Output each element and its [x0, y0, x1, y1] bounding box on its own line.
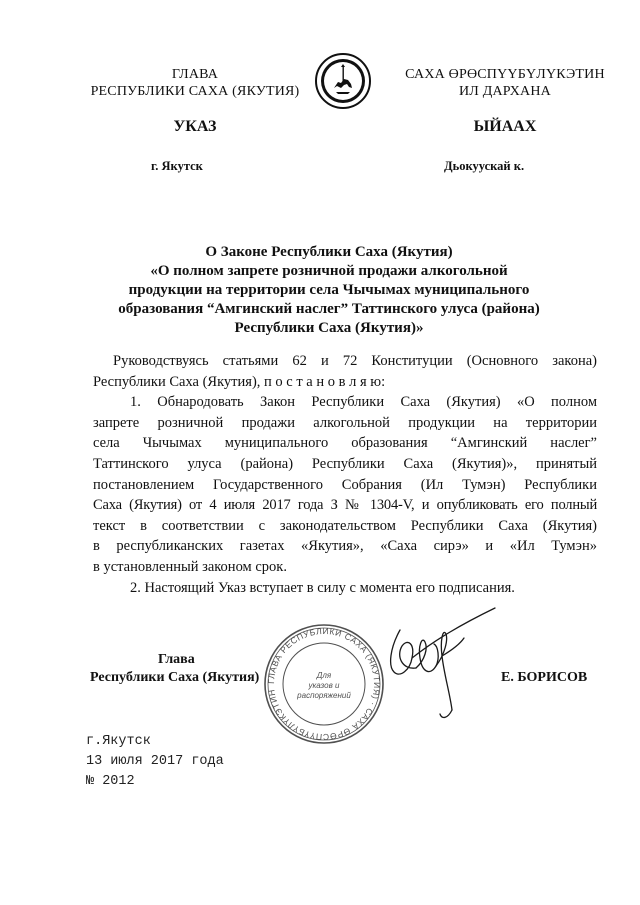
stamp-center-line1: Для — [316, 671, 332, 680]
decree-title-sah: ЫЙААХ — [473, 118, 537, 135]
signatory-title — [90, 651, 290, 687]
emblem-icon — [314, 52, 372, 110]
item2-line: 2. Настоящий Указ вступает в силу с момента его подписания. — [130, 579, 515, 596]
item1-line: в установленный законом срок. — [93, 558, 287, 575]
registration-city: г.Якутск — [86, 734, 151, 749]
city-sah: Дьокуускай к. — [444, 159, 525, 173]
intro-line: Руководствуясь статьями 62 и 72 Конституции (Основного закона) — [113, 353, 597, 369]
stamp-outer-text: ГЛАВА РЕСПУБЛИКИ САХА (ЯКУТИЯ) · САХА ӨРӨСПҮҮБҮЛҮКЭТИН — [265, 625, 383, 743]
subject-line: образования “Амгинский наслег” Таттинского улуса (района) — [118, 301, 540, 317]
registration-block — [86, 732, 224, 792]
stamp-center-line3: распоряжений — [297, 691, 351, 700]
header-right-line1: САХА ӨРӨСПҮҮБҮЛҮКЭТИН — [405, 67, 605, 82]
header-right-block — [380, 66, 630, 100]
handwritten-signature-icon — [330, 600, 500, 730]
registration-date: 13 июля 2017 года — [86, 754, 224, 769]
subject-line: О Законе Республики Саха (Якутия) — [205, 244, 453, 260]
registration-number: № 2012 — [86, 774, 135, 789]
header-left-block — [70, 66, 320, 100]
item1-line: текст в соответствии с законодательством Республики Саха (Якутия) — [93, 517, 597, 534]
signatory-title-line1: Глава — [158, 652, 195, 667]
signatory-title-line2: Республики Саха (Якутия) — [90, 670, 260, 685]
intro-line: Республики Саха (Якутия), п о с т а н о в л я ю: — [93, 373, 386, 390]
item1-line: постановлением Государственного Собрания (Ил Тумэн) Республики — [93, 476, 597, 493]
item1-line: 1. Обнародовать Закон Республики Саха (Якутия) «О полном — [130, 394, 597, 411]
header-left-line2: РЕСПУБЛИКИ САХА (ЯКУТИЯ) — [90, 84, 300, 99]
decree-title-ru: УКАЗ — [173, 118, 217, 135]
header-left-line1: ГЛАВА — [171, 67, 219, 82]
decree-subject — [90, 243, 568, 338]
header-right-line2: ИЛ ДАРХАНА — [458, 84, 551, 99]
subject-line: «О полном запрете розничной продажи алкогольной — [150, 263, 508, 279]
signatory-name: Е. БОРИСОВ — [501, 670, 588, 685]
item1-line: в республиканских газетах «Якутия», «Саха сирэ» и «Ил Тумэн» — [93, 538, 597, 555]
subject-line: Республики Саха (Якутия)» — [234, 320, 424, 336]
stamp-center-line2: указов и — [308, 681, 340, 690]
item1-line: Саха (Якутия) от 4 июля 2017 года З № 1304-V, и опубликовать его полный — [93, 497, 597, 514]
decree-body — [93, 351, 597, 598]
item1-line: села Чычымах муниципального образования “Амгинский наслег” — [93, 435, 597, 452]
item1-line: запрете розничной продажи алкогольной продукции на территории — [93, 414, 597, 431]
city-ru: г. Якутск — [151, 159, 203, 173]
subject-line: продукции на территории села Чычымах муниципального — [128, 282, 530, 298]
item1-line: Таттинского улуса (района) Республики Саха (Якутия)», принятый — [93, 455, 597, 472]
